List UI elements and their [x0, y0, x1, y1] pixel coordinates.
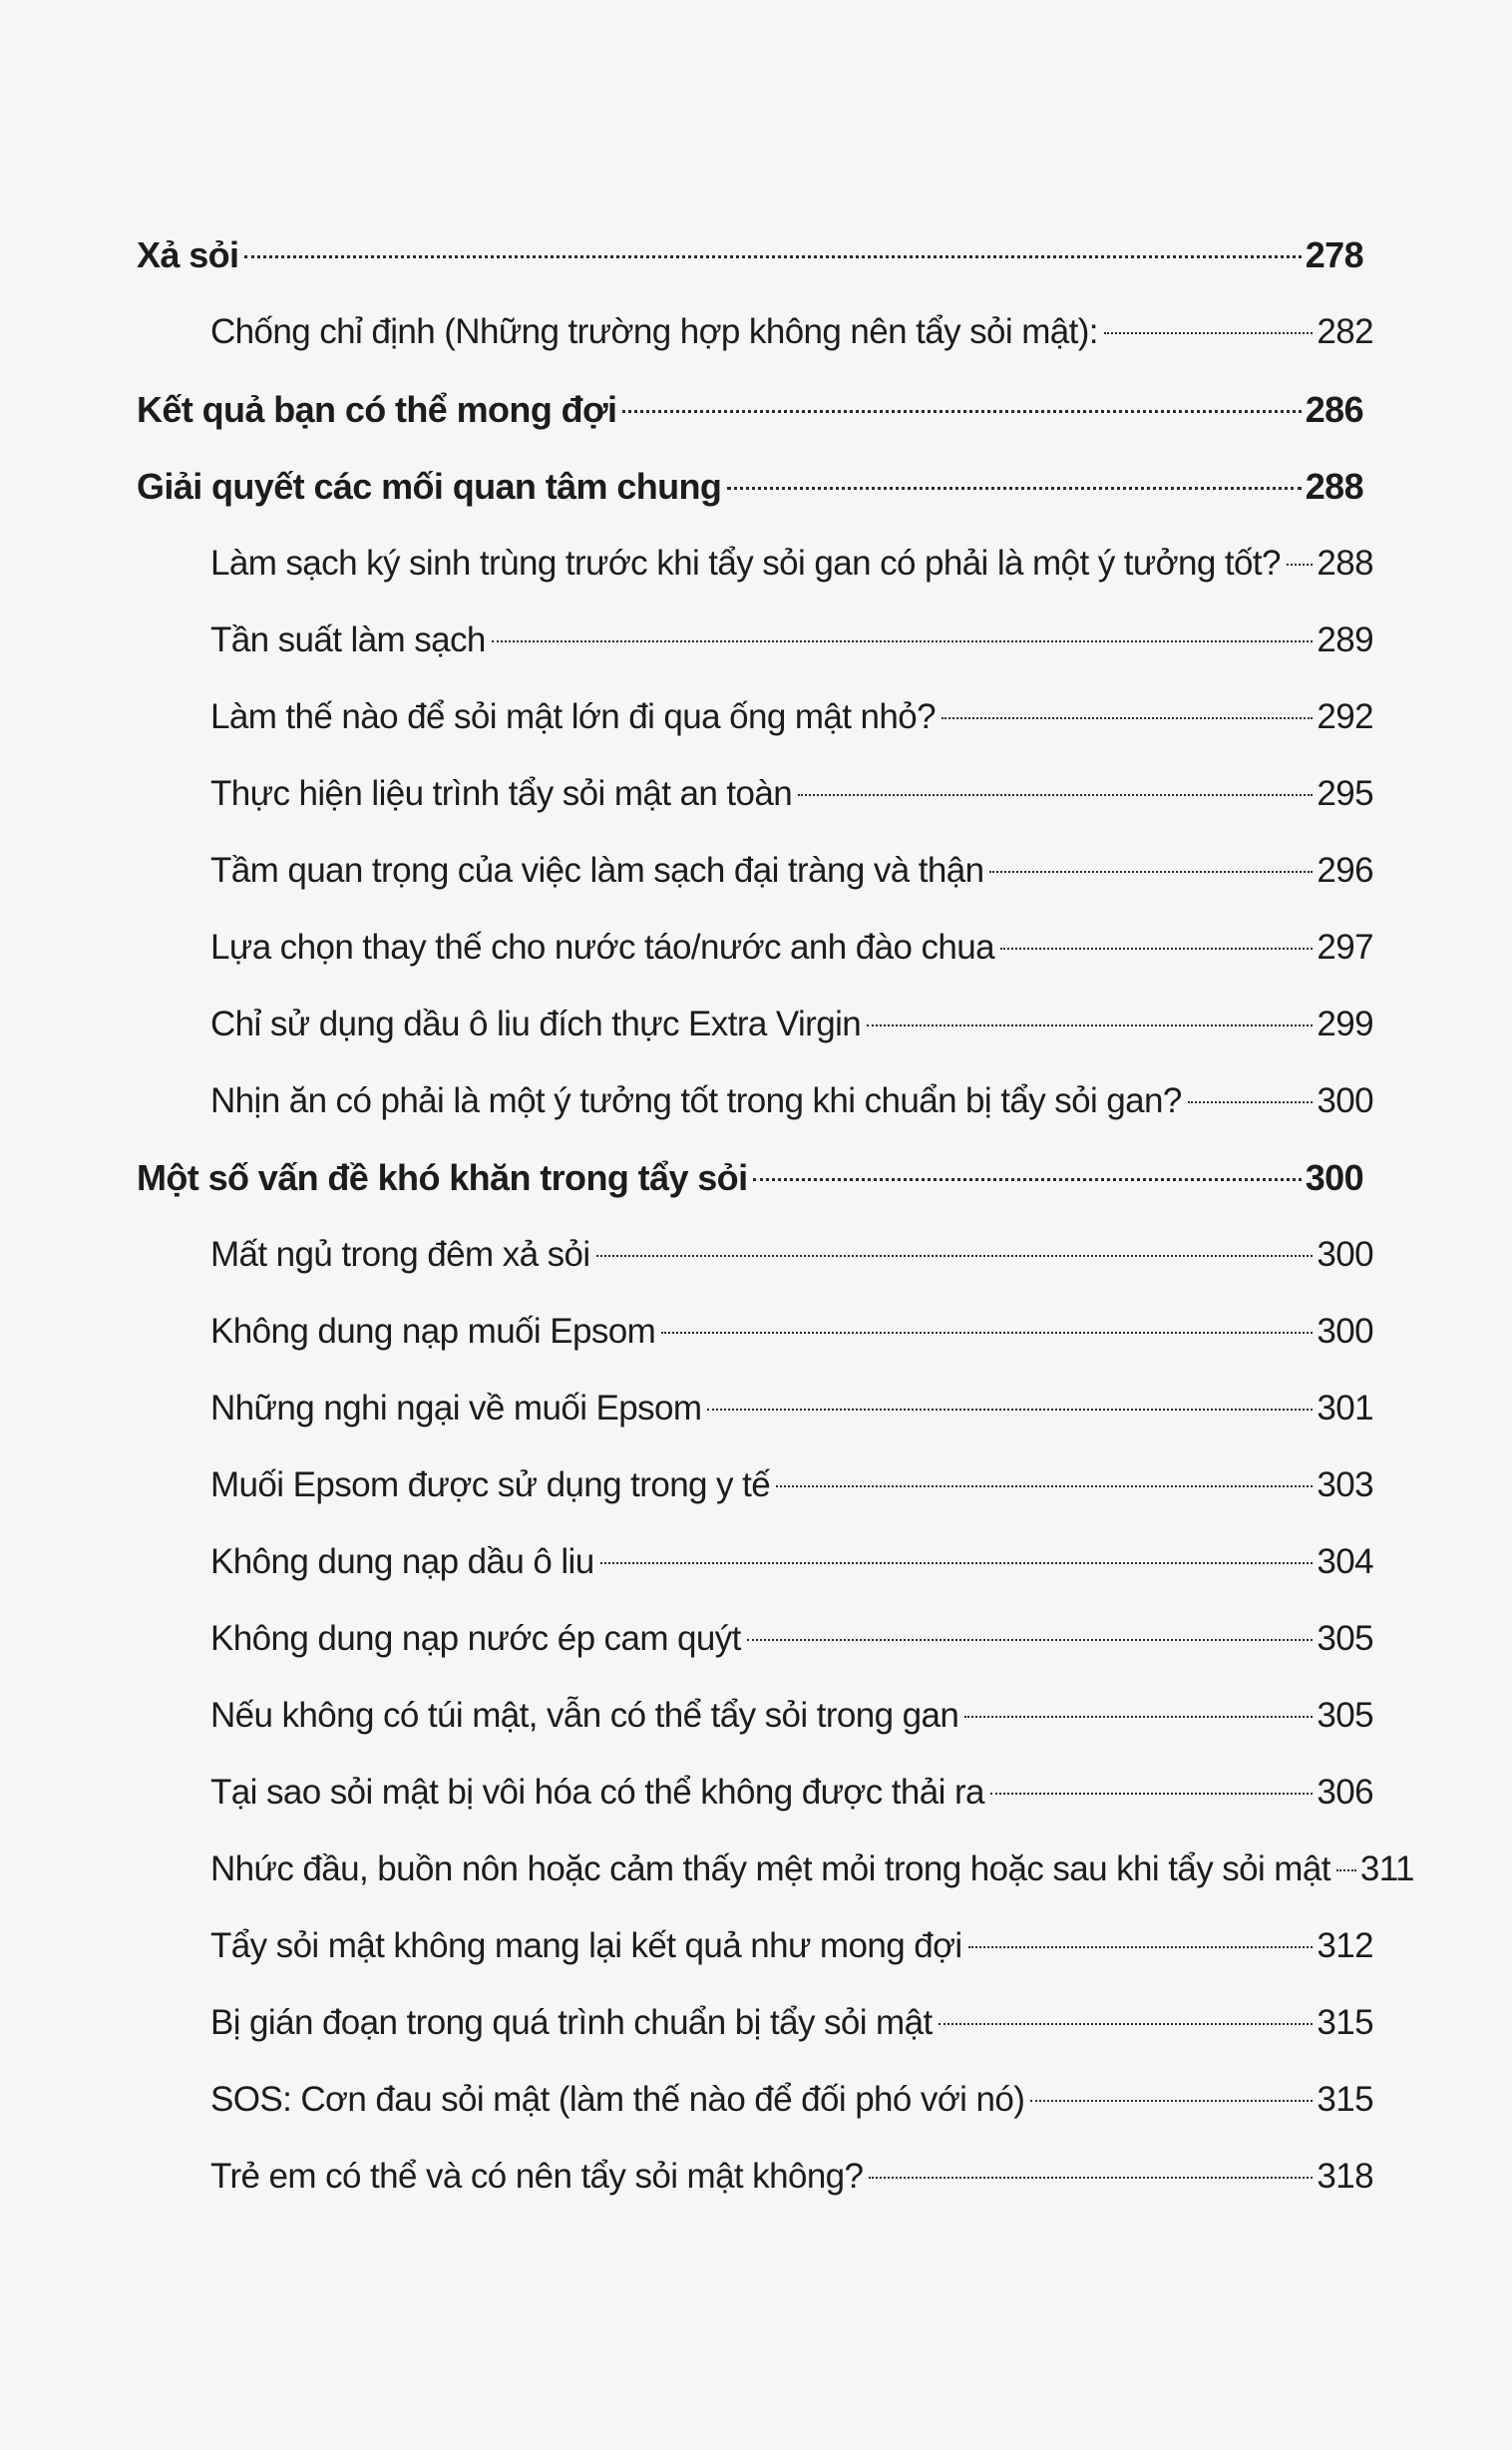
- dot-leader: [939, 2023, 1314, 2025]
- toc-entry-page: 295: [1317, 774, 1373, 813]
- toc-entry-title: Mất ngủ trong đêm xả sỏi: [210, 1235, 590, 1274]
- toc-entry-title: Làm thế nào để sỏi mật lớn đi qua ống mật nhỏ?: [210, 697, 936, 736]
- toc-entry-page: 296: [1317, 851, 1373, 890]
- toc-entry[interactable]: [210, 1225, 1373, 1285]
- dot-leader: [244, 255, 1301, 258]
- dot-leader: [622, 410, 1301, 413]
- dot-leader: [747, 1639, 1314, 1641]
- dot-leader: [964, 1716, 1313, 1718]
- dot-leader: [1104, 332, 1313, 334]
- toc-entry[interactable]: [210, 764, 1373, 824]
- dot-leader: [492, 640, 1314, 642]
- toc-entry-page: 278: [1305, 234, 1363, 275]
- toc-entry[interactable]: [210, 687, 1373, 747]
- toc-entry-page: 303: [1317, 1465, 1373, 1504]
- toc-entry-title: Giải quyết các mối quan tâm chung: [137, 466, 722, 507]
- toc-entry-page: 312: [1317, 1926, 1373, 1965]
- toc-entry[interactable]: [210, 1916, 1373, 1976]
- toc-entry-title: Tầm quan trọng của việc làm sạch đại tràng và thận: [210, 851, 984, 890]
- dot-leader: [1000, 948, 1313, 950]
- toc-entry-page: 305: [1317, 1619, 1373, 1658]
- dot-leader: [989, 871, 1313, 873]
- toc-entry[interactable]: [210, 534, 1373, 594]
- toc-entry[interactable]: [137, 380, 1363, 440]
- toc-entry-title: Tẩy sỏi mật không mang lại kết quả như mong đợi: [210, 1926, 962, 1965]
- toc-entry-page: 304: [1317, 1542, 1373, 1581]
- dot-leader: [990, 1793, 1314, 1795]
- dot-leader: [1030, 2100, 1313, 2102]
- toc-entry[interactable]: [210, 302, 1373, 362]
- dot-leader: [776, 1485, 1313, 1487]
- toc-entry-title: Thực hiện liệu trình tẩy sỏi mật an toàn: [210, 774, 793, 813]
- toc-entry[interactable]: [210, 2070, 1373, 2130]
- toc-entry-title: Muối Epsom được sử dụng trong y tế: [210, 1465, 771, 1504]
- toc-entry-title: Nếu không có túi mật, vẫn có thể tẩy sỏi trong gan: [210, 1696, 959, 1735]
- toc-entry-page: 297: [1317, 928, 1373, 967]
- toc-entry-title: Kết quả bạn có thể mong đợi: [137, 389, 617, 430]
- toc-entry[interactable]: [210, 1993, 1373, 2053]
- dot-leader: [661, 1332, 1313, 1334]
- toc-entry-page: 292: [1317, 697, 1373, 736]
- toc-entry[interactable]: [210, 1071, 1373, 1131]
- dot-leader: [869, 2177, 1313, 2179]
- toc-entry-title: Nhịn ăn có phải là một ý tưởng tốt trong khi chuẩn bị tẩy sỏi gan?: [210, 1081, 1182, 1120]
- toc-entry-page: 299: [1317, 1005, 1373, 1043]
- toc-entry-page: 315: [1317, 2080, 1373, 2119]
- toc-entry[interactable]: [137, 1148, 1363, 1208]
- toc-entry-page: 286: [1305, 389, 1363, 430]
- dot-leader: [596, 1255, 1314, 1257]
- dot-leader: [600, 1562, 1314, 1564]
- toc-entry-page: 305: [1317, 1696, 1373, 1735]
- toc-entry-title: Lựa chọn thay thế cho nước táo/nước anh đào chua: [210, 928, 994, 967]
- toc-entry-page: 301: [1317, 1389, 1373, 1428]
- toc-entry-page: 300: [1317, 1312, 1373, 1351]
- toc-entry-title: Chống chỉ định (Những trường hợp không nên tẩy sỏi mật):: [210, 312, 1098, 351]
- dot-leader: [942, 717, 1313, 719]
- toc-entry-page: 300: [1317, 1081, 1373, 1120]
- dot-leader: [707, 1409, 1313, 1411]
- toc-entry-page: 306: [1317, 1773, 1373, 1812]
- toc-entry[interactable]: [210, 1609, 1373, 1669]
- toc-entry[interactable]: [210, 841, 1373, 901]
- toc-entry[interactable]: [210, 1379, 1373, 1438]
- dot-leader: [798, 794, 1313, 796]
- toc-entry-page: 311: [1359, 1849, 1414, 1888]
- toc-entry-page: 289: [1317, 620, 1373, 659]
- toc-entry-page: 288: [1317, 544, 1373, 583]
- toc-entry-title: Nhức đầu, buồn nôn hoặc cảm thấy mệt mỏi trong hoặc sau khi tẩy sỏi mật: [210, 1849, 1330, 1888]
- dot-leader: [753, 1178, 1301, 1181]
- toc-entry[interactable]: [210, 1686, 1373, 1746]
- toc-entry-title: Không dung nạp muối Epsom: [210, 1312, 656, 1351]
- toc-entry-title: Tần suất làm sạch: [210, 620, 486, 659]
- toc-entry-page: 300: [1305, 1157, 1363, 1198]
- dot-leader: [727, 487, 1301, 490]
- toc-entry[interactable]: [137, 457, 1363, 517]
- dot-leader: [867, 1024, 1313, 1026]
- toc-entry-title: Xả sỏi: [137, 234, 239, 275]
- toc-entry-title: Bị gián đoạn trong quá trình chuẩn bị tẩy sỏi mật: [210, 2003, 933, 2042]
- toc-entry-title: Chỉ sử dụng dầu ô liu đích thực Extra Virgin: [210, 1005, 862, 1043]
- toc-entry-title: Không dung nạp dầu ô liu: [210, 1542, 594, 1581]
- toc-entry-title: SOS: Cơn đau sỏi mật (làm thế nào để đối phó với nó): [210, 2080, 1025, 2119]
- toc-entry[interactable]: [210, 1455, 1373, 1515]
- toc-entry[interactable]: [210, 1763, 1373, 1823]
- toc-entry[interactable]: [210, 918, 1373, 978]
- toc-entry[interactable]: [210, 2147, 1373, 2207]
- toc-entry-title: Một số vấn đề khó khăn trong tẩy sỏi: [137, 1157, 748, 1198]
- toc-entry-title: Những nghi ngại về muối Epsom: [210, 1389, 702, 1428]
- toc-entry[interactable]: [210, 1532, 1373, 1592]
- toc-entry[interactable]: [210, 995, 1373, 1054]
- toc-entry-title: Không dung nạp nước ép cam quýt: [210, 1619, 741, 1658]
- dot-leader: [968, 1946, 1314, 1948]
- dot-leader: [1336, 1869, 1356, 1871]
- toc-entry-page: 288: [1305, 466, 1363, 507]
- toc-entry-page: 300: [1317, 1235, 1373, 1274]
- toc-entry-page: 315: [1317, 2003, 1373, 2042]
- toc-entry-title: Làm sạch ký sinh trùng trước khi tẩy sỏi gan có phải là một ý tưởng tốt?: [210, 544, 1281, 583]
- dot-leader: [1188, 1101, 1314, 1103]
- toc-entry[interactable]: [210, 611, 1373, 670]
- toc-entry[interactable]: [210, 1302, 1373, 1362]
- toc-entry-page: 318: [1317, 2157, 1373, 2196]
- toc-entry[interactable]: [137, 225, 1363, 285]
- toc-entry[interactable]: [210, 1839, 1414, 1899]
- toc-entry-page: 282: [1317, 312, 1373, 351]
- dot-leader: [1287, 564, 1314, 566]
- toc-entry-title: Trẻ em có thể và có nên tẩy sỏi mật không?: [210, 2157, 864, 2196]
- toc-entry-title: Tại sao sỏi mật bị vôi hóa có thể không được thải ra: [210, 1773, 984, 1812]
